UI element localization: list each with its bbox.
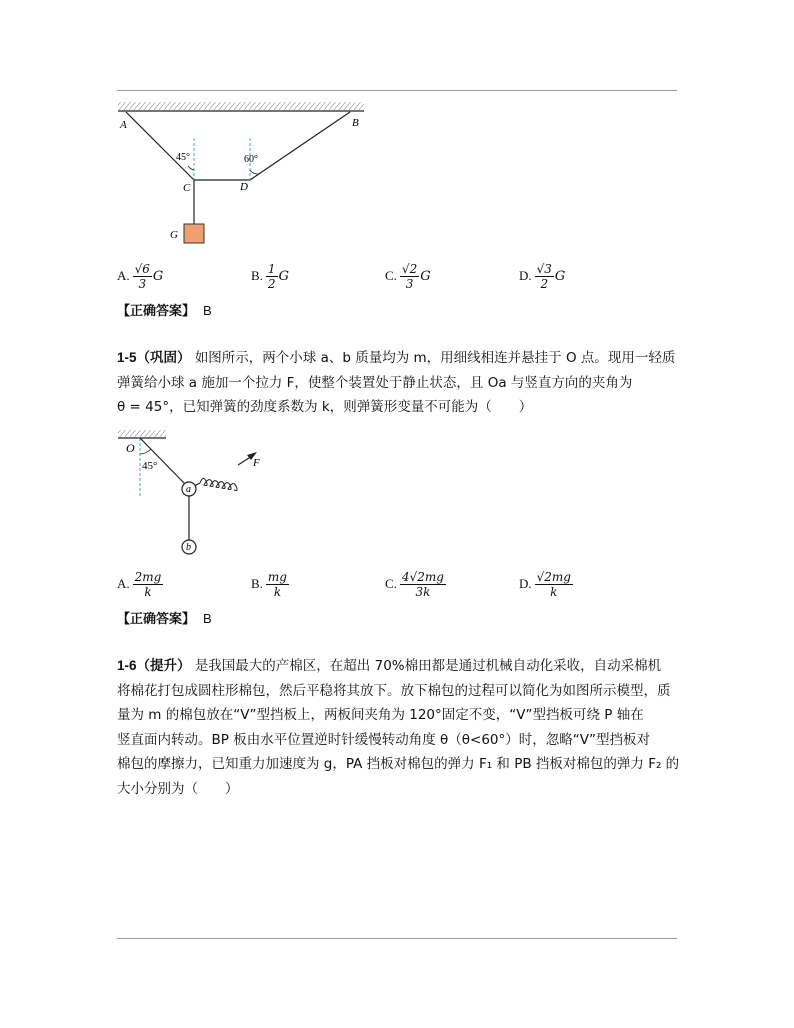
string-bd bbox=[250, 112, 350, 180]
q6-line-3: 量为 m 的棉包放在“V”型挡板上，两板间夹角为 120°固定不变，“V”型挡板可绕 P 轴在 bbox=[117, 707, 644, 723]
label-ball-a: a bbox=[186, 484, 191, 495]
option-letter: A. bbox=[117, 576, 130, 591]
q4-option-c[interactable] bbox=[385, 256, 431, 296]
variable: G bbox=[278, 268, 289, 284]
denominator: k bbox=[144, 584, 152, 599]
ceiling-hatch-2 bbox=[118, 430, 166, 437]
question-tag: （巩固） bbox=[136, 350, 191, 365]
q5-line-3: θ = 45°，已知弹簧的劲度系数为 k，则弹簧形变量不可能为（ ） bbox=[117, 399, 533, 415]
fraction bbox=[535, 262, 554, 291]
numerator: √3 bbox=[536, 261, 552, 276]
figure-strings-weight bbox=[112, 100, 372, 250]
question-number: 1-5 bbox=[117, 350, 137, 365]
option-letter: D. bbox=[519, 268, 532, 283]
label-ball-b: b bbox=[186, 542, 191, 553]
q4-option-a[interactable] bbox=[117, 256, 163, 296]
q4-option-b[interactable] bbox=[251, 256, 289, 296]
q4-option-d[interactable] bbox=[519, 256, 565, 296]
numerator: √6 bbox=[134, 261, 150, 276]
label-a: A bbox=[120, 119, 127, 131]
option-letter: B. bbox=[251, 268, 263, 283]
q5-line-2: 弹簧给小球 a 施加一个拉力 F，使整个装置处于静止状态，且 Oa 与竖直方向的夹角为 bbox=[117, 374, 633, 391]
fraction bbox=[266, 570, 289, 599]
q6-line-1 bbox=[117, 654, 679, 679]
question-number: 1-6 bbox=[117, 658, 137, 673]
q6-question bbox=[117, 654, 679, 801]
label-45: 45° bbox=[142, 460, 158, 472]
label-d: D bbox=[240, 181, 248, 193]
q6-line-5: 棉包的摩擦力，已知重力加速度为 g，PA 挡板对棉包的弹力 F₁ 和 PB 挡板对棉包的弹力 F₂ 的 bbox=[117, 756, 680, 772]
option-letter: C. bbox=[385, 576, 397, 591]
q5-option-b[interactable] bbox=[251, 564, 289, 604]
label-c: C bbox=[183, 182, 191, 194]
variable: G bbox=[420, 268, 431, 284]
q6-line-4: 竖直面内转动。BP 板由水平位置逆时针缓慢转动角度 θ（θ<60°）时，忽略“V”型挡板对 bbox=[117, 731, 650, 748]
answer-label: 【正确答案】 bbox=[117, 612, 196, 627]
fraction bbox=[400, 262, 419, 291]
label-b: B bbox=[352, 117, 359, 129]
fraction bbox=[400, 570, 446, 599]
q5-option-d[interactable] bbox=[519, 564, 573, 604]
numerator: mg bbox=[267, 569, 287, 584]
option-letter: A. bbox=[117, 268, 130, 283]
option-letter: C. bbox=[385, 268, 397, 283]
denominator: 3k bbox=[415, 584, 431, 599]
q5-option-c[interactable] bbox=[385, 564, 446, 604]
denominator: k bbox=[550, 584, 558, 599]
fraction bbox=[133, 262, 152, 291]
label-g: G bbox=[170, 229, 178, 241]
numerator: 2mg bbox=[134, 569, 162, 584]
q5-option-a[interactable] bbox=[117, 564, 163, 604]
string-ac bbox=[126, 112, 194, 180]
numerator: 1 bbox=[267, 261, 276, 276]
denominator: 3 bbox=[138, 276, 147, 291]
angle-arc-right bbox=[250, 170, 258, 174]
footer-rule bbox=[117, 938, 677, 939]
q5-question bbox=[117, 346, 679, 420]
variable: G bbox=[554, 268, 566, 284]
q6-line-2: 将棉花打包成圆柱形棉包，然后平稳将其放下。放下棉包的过程可以简化为如图所示模型，质 bbox=[117, 682, 671, 699]
answer-value: B bbox=[203, 303, 212, 318]
question-tag: （提升） bbox=[136, 658, 191, 673]
q5-line-1 bbox=[117, 346, 679, 371]
weight-block bbox=[184, 224, 204, 243]
spring-coil bbox=[200, 478, 237, 490]
figure-spring-balls bbox=[112, 428, 282, 558]
answer-label: 【正确答案】 bbox=[117, 304, 196, 319]
label-f: F bbox=[253, 457, 260, 469]
variable: G bbox=[152, 268, 164, 284]
q4-answer bbox=[117, 300, 212, 319]
angle-arc-left bbox=[188, 166, 194, 170]
numerator: √2 bbox=[401, 261, 418, 276]
denominator: 3 bbox=[405, 276, 414, 291]
angle-label-left: 45° bbox=[176, 152, 190, 163]
q5-options bbox=[117, 564, 677, 604]
ceiling-hatch bbox=[118, 102, 364, 110]
option-letter: D. bbox=[519, 576, 532, 591]
angle-label-right: 60° bbox=[244, 154, 258, 165]
q4-options bbox=[117, 256, 677, 296]
label-o: O bbox=[126, 441, 135, 455]
fraction bbox=[535, 570, 573, 599]
q5-answer bbox=[117, 608, 212, 627]
angle-arc-o bbox=[140, 449, 151, 454]
answer-value: B bbox=[203, 611, 212, 626]
option-letter: B. bbox=[251, 576, 263, 591]
header-rule bbox=[117, 90, 677, 91]
denominator: 2 bbox=[540, 276, 549, 291]
q6-line-6: 大小分别为（ ） bbox=[117, 780, 239, 797]
q5-text-1: 如图所示，两个小球 a、b 质量均为 m，用细线相连并悬挂于 O 点。现用一轻质 bbox=[194, 350, 676, 366]
numerator: √2mg bbox=[536, 569, 571, 584]
denominator: k bbox=[273, 584, 282, 599]
denominator: 2 bbox=[267, 276, 276, 291]
q6-text-1: 是我国最大的产棉区，在超出 70%棉田都是通过机械自动化采收，自动采棉机 bbox=[194, 658, 662, 674]
fraction bbox=[266, 262, 278, 291]
fraction bbox=[133, 570, 164, 599]
numerator: 4√2mg bbox=[401, 569, 444, 584]
